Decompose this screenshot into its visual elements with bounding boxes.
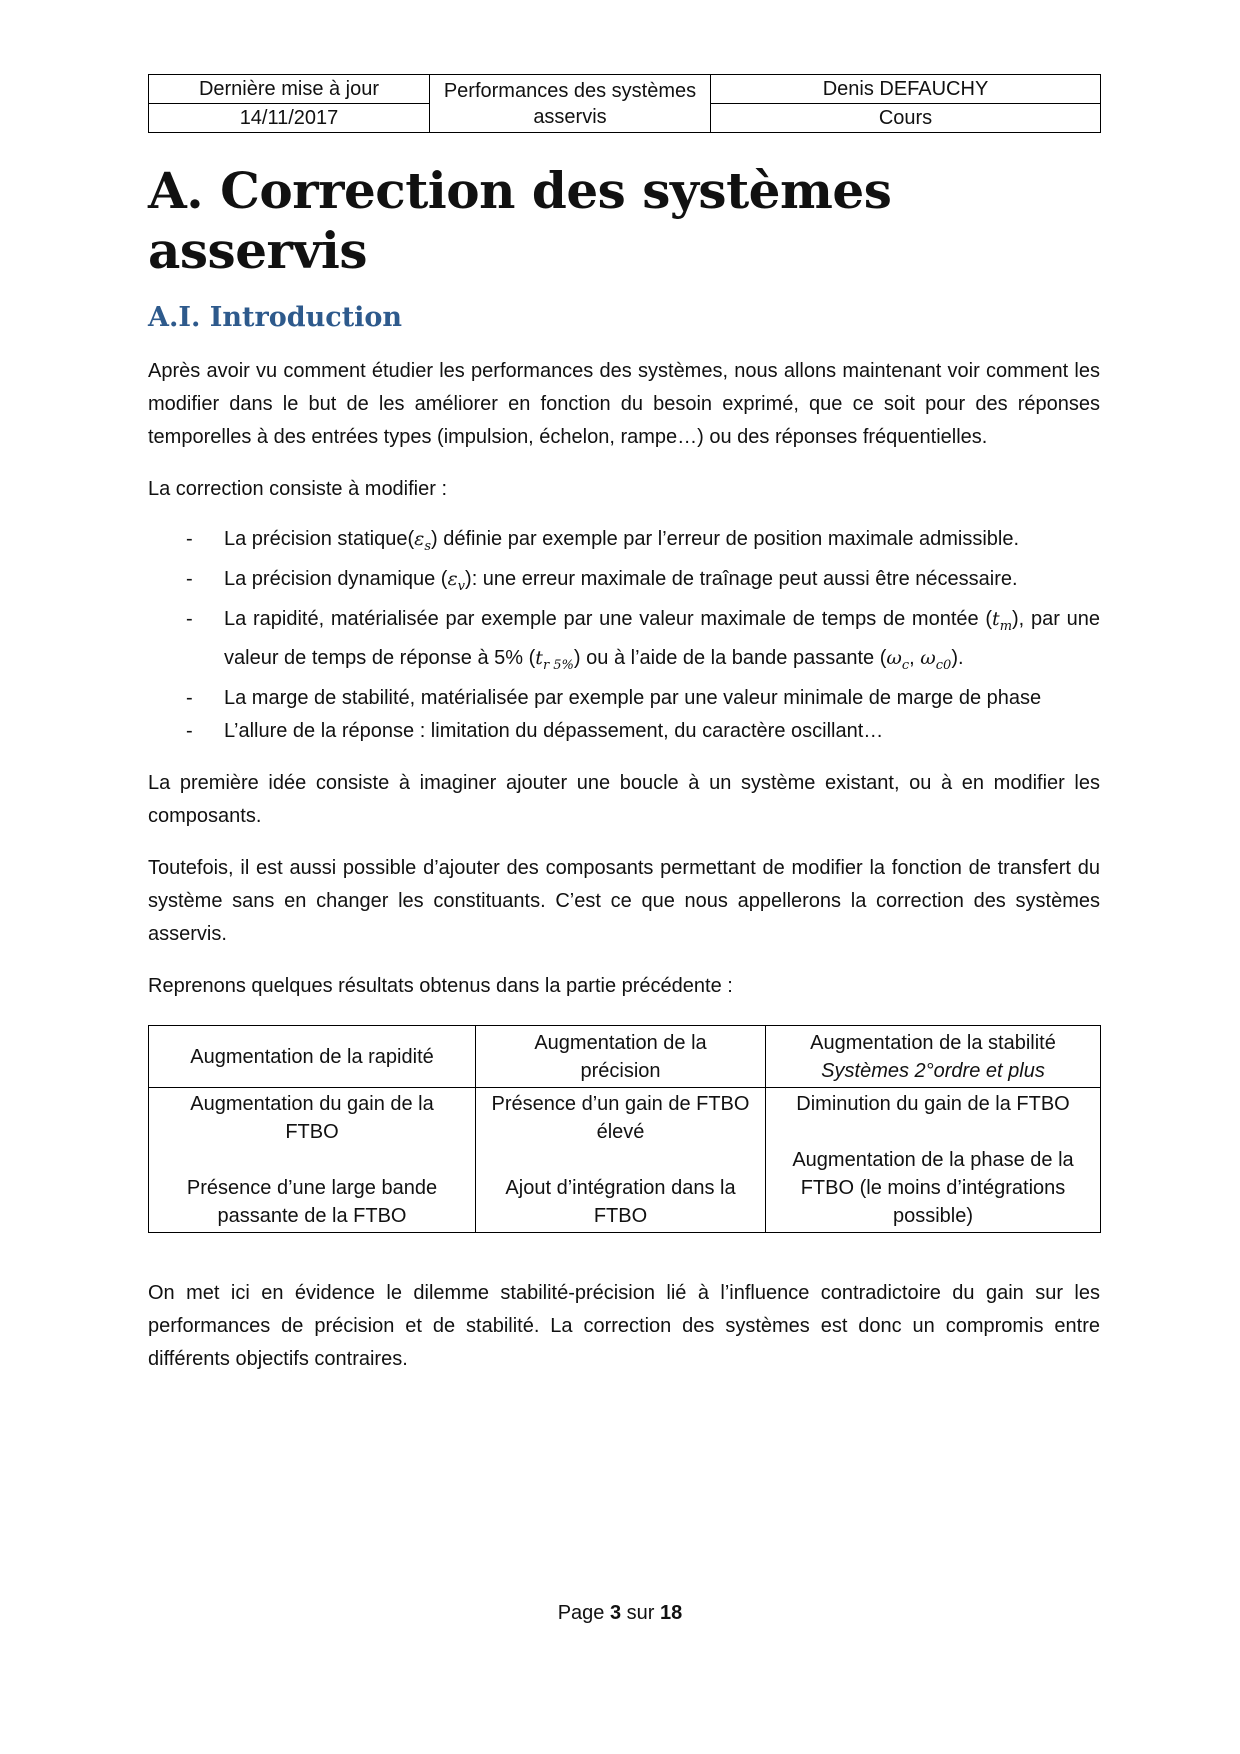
conclusion-paragraph: On met ici en évidence le dilemme stabilité-précision lié à l’influence contradictoire du gain sur les performances de précision et de stabilité. La correction des systèmes est donc un compromis entre différents objectifs contraires. bbox=[148, 1282, 1100, 1371]
table-cell-line: FTBO bbox=[285, 1121, 339, 1144]
header-last-update-label: Dernière mise à jour bbox=[149, 75, 430, 104]
toutefois-paragraph: Toutefois, il est aussi possible d’ajouter des composants permettant de modifier la fonction de transfert du système sans en changer les constituants. C’est ce que nous appellerons la correction des systèmes asservis. bbox=[148, 857, 1100, 946]
table-cell-line: Ajout d’intégration dans la bbox=[505, 1177, 736, 1200]
math-symbol: t bbox=[992, 607, 1000, 630]
footer-page-number: 3 bbox=[609, 1602, 622, 1624]
table-header-line: Augmentation de la stabilité bbox=[810, 1032, 1056, 1055]
table-header-row bbox=[149, 1026, 1101, 1088]
header-author: Denis DEFAUCHY bbox=[711, 75, 1101, 104]
intro-paragraph: Après avoir vu comment étudier les performances des systèmes, nous allons maintenant voir comment les modifier dans le but de les améliorer en fonction du besoin exprimé, que ce soit pour des réponses temporelles à des entrées types (impulsion, échelon, rampe…) ou des réponses fréquentielles. bbox=[148, 360, 1100, 448]
list-text: La marge de stabilité, matérialisée par exemple par une valeur minimale de marge de phase bbox=[224, 687, 1042, 710]
table-cell-rapidity bbox=[149, 1088, 476, 1233]
table-header-subtitle: Systèmes 2°ordre et plus bbox=[821, 1060, 1045, 1083]
list-item-dynamic-precision bbox=[148, 563, 1100, 603]
table-header-rapidity: Augmentation de la rapidité bbox=[149, 1026, 476, 1088]
list-dash: - bbox=[186, 528, 193, 550]
page-content bbox=[148, 74, 1100, 1376]
math-subscript: v bbox=[457, 578, 466, 594]
table-header-line: précision bbox=[580, 1060, 661, 1083]
header-doc-type: Cours bbox=[711, 104, 1101, 133]
table-header-stability bbox=[766, 1026, 1101, 1088]
list-text: ) définie par exemple par l’erreur de position maximale admissible. bbox=[430, 528, 1020, 550]
math-subscript: r 5% bbox=[542, 658, 574, 674]
math-t-m bbox=[992, 607, 1013, 634]
list-text: ) ou à l’aide de la bande passante ( bbox=[573, 647, 887, 670]
math-symbol: ω bbox=[886, 647, 902, 670]
list-text: ), par une valeur de temps de réponse à 5% ( bbox=[224, 607, 1100, 670]
math-symbol: t bbox=[535, 647, 543, 670]
list-item-static-precision bbox=[148, 523, 1100, 563]
reprenons-paragraph: Reprenons quelques résultats obtenus dans la partie précédente : bbox=[148, 975, 733, 998]
list-item-rapidity bbox=[148, 603, 1100, 683]
math-subscript: m bbox=[999, 618, 1013, 634]
header-course-title-line2: asservis bbox=[533, 105, 607, 128]
table-cell-stability bbox=[766, 1088, 1101, 1233]
math-subscript: c bbox=[901, 658, 910, 674]
page-title: A. Correction des systèmes asservis bbox=[148, 161, 892, 280]
list-dash: - bbox=[186, 567, 193, 590]
math-symbol: ω bbox=[920, 647, 936, 670]
math-omega-c bbox=[886, 647, 910, 674]
header-table bbox=[148, 74, 1101, 133]
footer-total-pages: 18 bbox=[660, 1602, 683, 1624]
footer-of-label: sur bbox=[626, 1602, 655, 1624]
table-cell-line: Présence d’un gain de FTBO bbox=[491, 1093, 750, 1116]
table-cell-precision bbox=[476, 1088, 766, 1233]
table-header-precision bbox=[476, 1026, 766, 1088]
table-cell-line: Présence d’une large bande bbox=[186, 1177, 438, 1200]
header-course-title-line1: Performances des systèmes bbox=[443, 79, 697, 102]
math-t-r5 bbox=[535, 647, 574, 674]
header-date: 14/11/2017 bbox=[149, 104, 430, 133]
first-idea-paragraph: La première idée consiste à imaginer ajouter une boucle à un système existant, ou à en modifier les composants. bbox=[148, 772, 1100, 828]
list-item-response-shape bbox=[148, 715, 1100, 748]
list-dash: - bbox=[186, 687, 193, 710]
list-dash: - bbox=[186, 607, 193, 630]
list-text: L’allure de la réponse : limitation du dépassement, du caractère oscillant… bbox=[224, 720, 884, 743]
table-row bbox=[149, 1088, 1101, 1233]
table-header-line: Augmentation de la bbox=[534, 1032, 707, 1055]
table-cell-line: Augmentation du gain de la bbox=[190, 1093, 434, 1116]
list-text: ): une erreur maximale de traînage peut aussi être nécessaire. bbox=[465, 567, 1018, 590]
list-item-stability-margin bbox=[148, 682, 1100, 715]
list-text: La rapidité, matérialisée par exemple par une valeur maximale de temps de montée ( bbox=[224, 607, 993, 630]
math-epsilon-s bbox=[414, 528, 431, 554]
list-text: La précision dynamique ( bbox=[224, 567, 448, 590]
list-text: , bbox=[909, 647, 921, 670]
list-text: ). bbox=[951, 647, 964, 670]
table-cell-line: possible) bbox=[892, 1205, 974, 1228]
table-cell-line: Diminution du gain de la FTBO bbox=[796, 1093, 1070, 1116]
list-text: La précision statique( bbox=[224, 528, 415, 550]
math-subscript: s bbox=[424, 538, 431, 554]
section-title: A.I. Introduction bbox=[148, 302, 403, 333]
results-table bbox=[148, 1025, 1101, 1233]
math-symbol: ε bbox=[414, 528, 425, 550]
math-subscript: c0 bbox=[935, 658, 952, 674]
table-cell-line: FTBO (le moins d’intégrations bbox=[800, 1177, 1066, 1200]
table-cell-line: FTBO bbox=[593, 1205, 648, 1228]
footer-page-label: Page bbox=[557, 1602, 605, 1624]
table-cell-line: Augmentation de la phase de la bbox=[792, 1149, 1074, 1172]
header-course-title bbox=[430, 75, 711, 133]
math-epsilon-v bbox=[447, 567, 466, 594]
math-omega-c0 bbox=[920, 647, 952, 674]
table-cell-line: élevé bbox=[596, 1121, 645, 1144]
correction-intro: La correction consiste à modifier : bbox=[148, 478, 448, 500]
correction-list bbox=[148, 523, 1100, 748]
list-dash: - bbox=[186, 720, 193, 743]
table-cell-line: passante de la FTBO bbox=[217, 1205, 407, 1228]
page-footer bbox=[0, 1602, 1240, 1625]
math-symbol: ε bbox=[447, 567, 458, 590]
